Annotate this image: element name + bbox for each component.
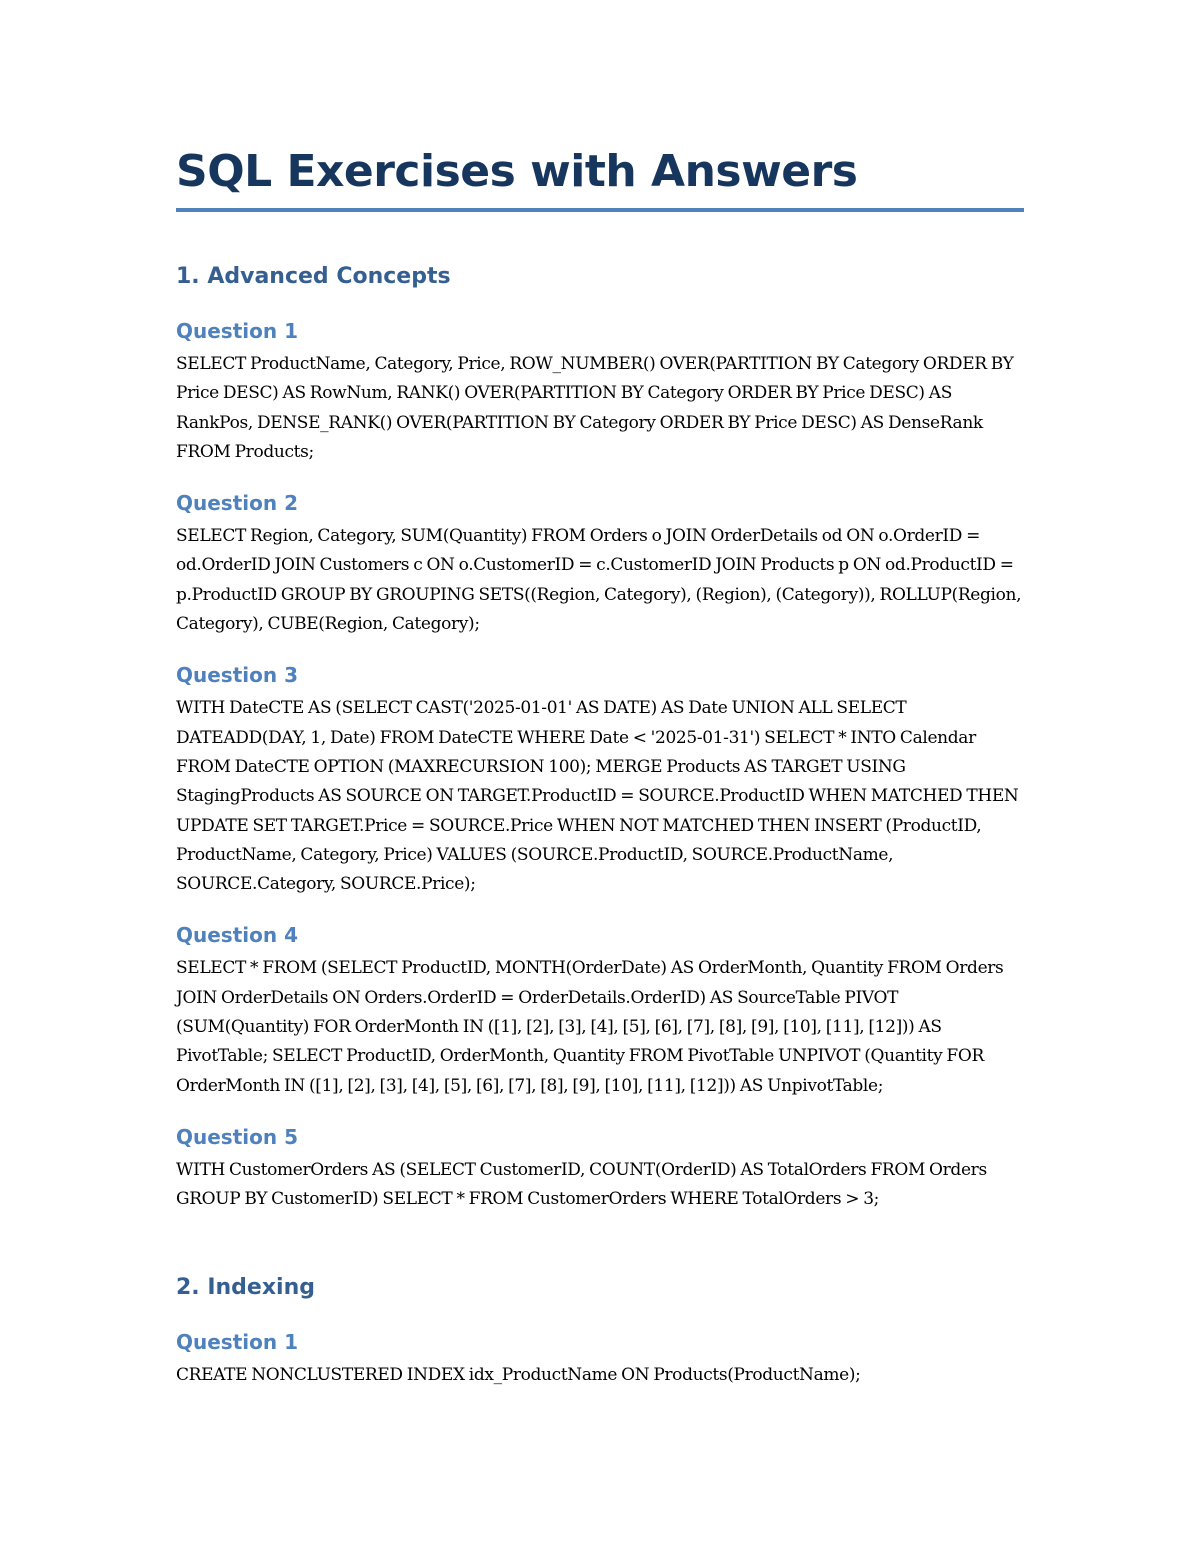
question-heading: Question 5 xyxy=(176,1124,298,1149)
answer-text: SELECT ProductName, Category, Price, ROW_NUMBER() OVER(PARTITION BY Category ORDER BY Price DESC) AS RowNum, RANK() OVER(PARTITION BY Category ORDER BY Price DESC) AS RankPos, DENSE_RANK() OVER(PARTITION BY Category ORDER BY Price DESC) AS DenseRank FROM Products; xyxy=(176,354,1014,462)
question-block-4 xyxy=(176,921,1024,1100)
question-block-5 xyxy=(176,1123,1024,1215)
question-block-1 xyxy=(176,1328,1024,1390)
answer-text: WITH CustomerOrders AS (SELECT CustomerID, COUNT(OrderID) AS TotalOrders FROM Orders GROUP BY CustomerID) SELECT * FROM CustomerOrders WHERE TotalOrders > 3; xyxy=(176,1159,987,1210)
document-title: SQL Exercises with Answers xyxy=(176,146,858,197)
question-block-2 xyxy=(176,489,1024,639)
answer-text: WITH DateCTE AS (SELECT CAST('2025-01-01' AS DATE) AS Date UNION ALL SELECT DATEADD(DAY, 1, Date) FROM DateCTE WHERE Date < '2025-01-31') SELECT * INTO Calendar FROM DateCTE OPTION (MAXRECURSION 100); MERGE Products AS TARGET USING StagingProducts AS SOURCE ON TARGET.ProductID = SOURCE.ProductID WHEN MATCHED THEN UPDATE SET TARGET.Price = SOURCE.Price WHEN NOT MATCHED THEN INSERT (ProductID, ProductName, Category, Price) VALUES (SOURCE.ProductID, SOURCE.ProductName, SOURCE.Category, SOURCE.Price); xyxy=(176,698,1019,895)
answer-text: SELECT * FROM (SELECT ProductID, MONTH(OrderDate) AS OrderMonth, Quantity FROM Orders JOIN OrderDetails ON Orders.OrderID = OrderDetails.OrderID) AS SourceTable PIVOT (SUM(Quantity) FOR OrderMonth IN ([1], [2], [3], [4], [5], [6], [7], [8], [9], [10], [11], [12])) AS PivotTable; SELECT ProductID, OrderMonth, Quantity FROM PivotTable UNPIVOT (Quantity FOR OrderMonth IN ([1], [2], [3], [4], [5], [6], [7], [8], [9], [10], [11], [12])) AS UnpivotTable; xyxy=(176,958,1004,1096)
question-heading: Question 1 xyxy=(176,1329,298,1354)
question-heading: Question 2 xyxy=(176,491,298,516)
question-block-1 xyxy=(176,317,1024,467)
question-heading: Question 1 xyxy=(176,319,298,343)
section-heading: 1. Advanced Concepts xyxy=(176,264,451,289)
title-underline-rule xyxy=(176,208,1024,212)
section-advanced-concepts xyxy=(176,262,1024,1215)
question-heading: Question 3 xyxy=(176,663,298,688)
section-indexing xyxy=(176,1273,1024,1390)
question-block-3 xyxy=(176,661,1024,899)
answer-text: CREATE NONCLUSTERED INDEX idx_ProductName ON Products(ProductName); xyxy=(176,1364,861,1385)
document-page xyxy=(176,140,1024,1390)
section-heading: 2. Indexing xyxy=(176,1274,315,1300)
question-heading: Question 4 xyxy=(176,923,298,948)
answer-text: SELECT Region, Category, SUM(Quantity) FROM Orders o JOIN OrderDetails od ON o.OrderID = od.OrderID JOIN Customers c ON o.CustomerID = c.CustomerID JOIN Products p ON od.ProductID = p.ProductID GROUP BY GROUPING SETS((Region, Category), (Region), (Category)), ROLLUP(Region, Category), CUBE(Region, Category); xyxy=(176,526,1022,635)
